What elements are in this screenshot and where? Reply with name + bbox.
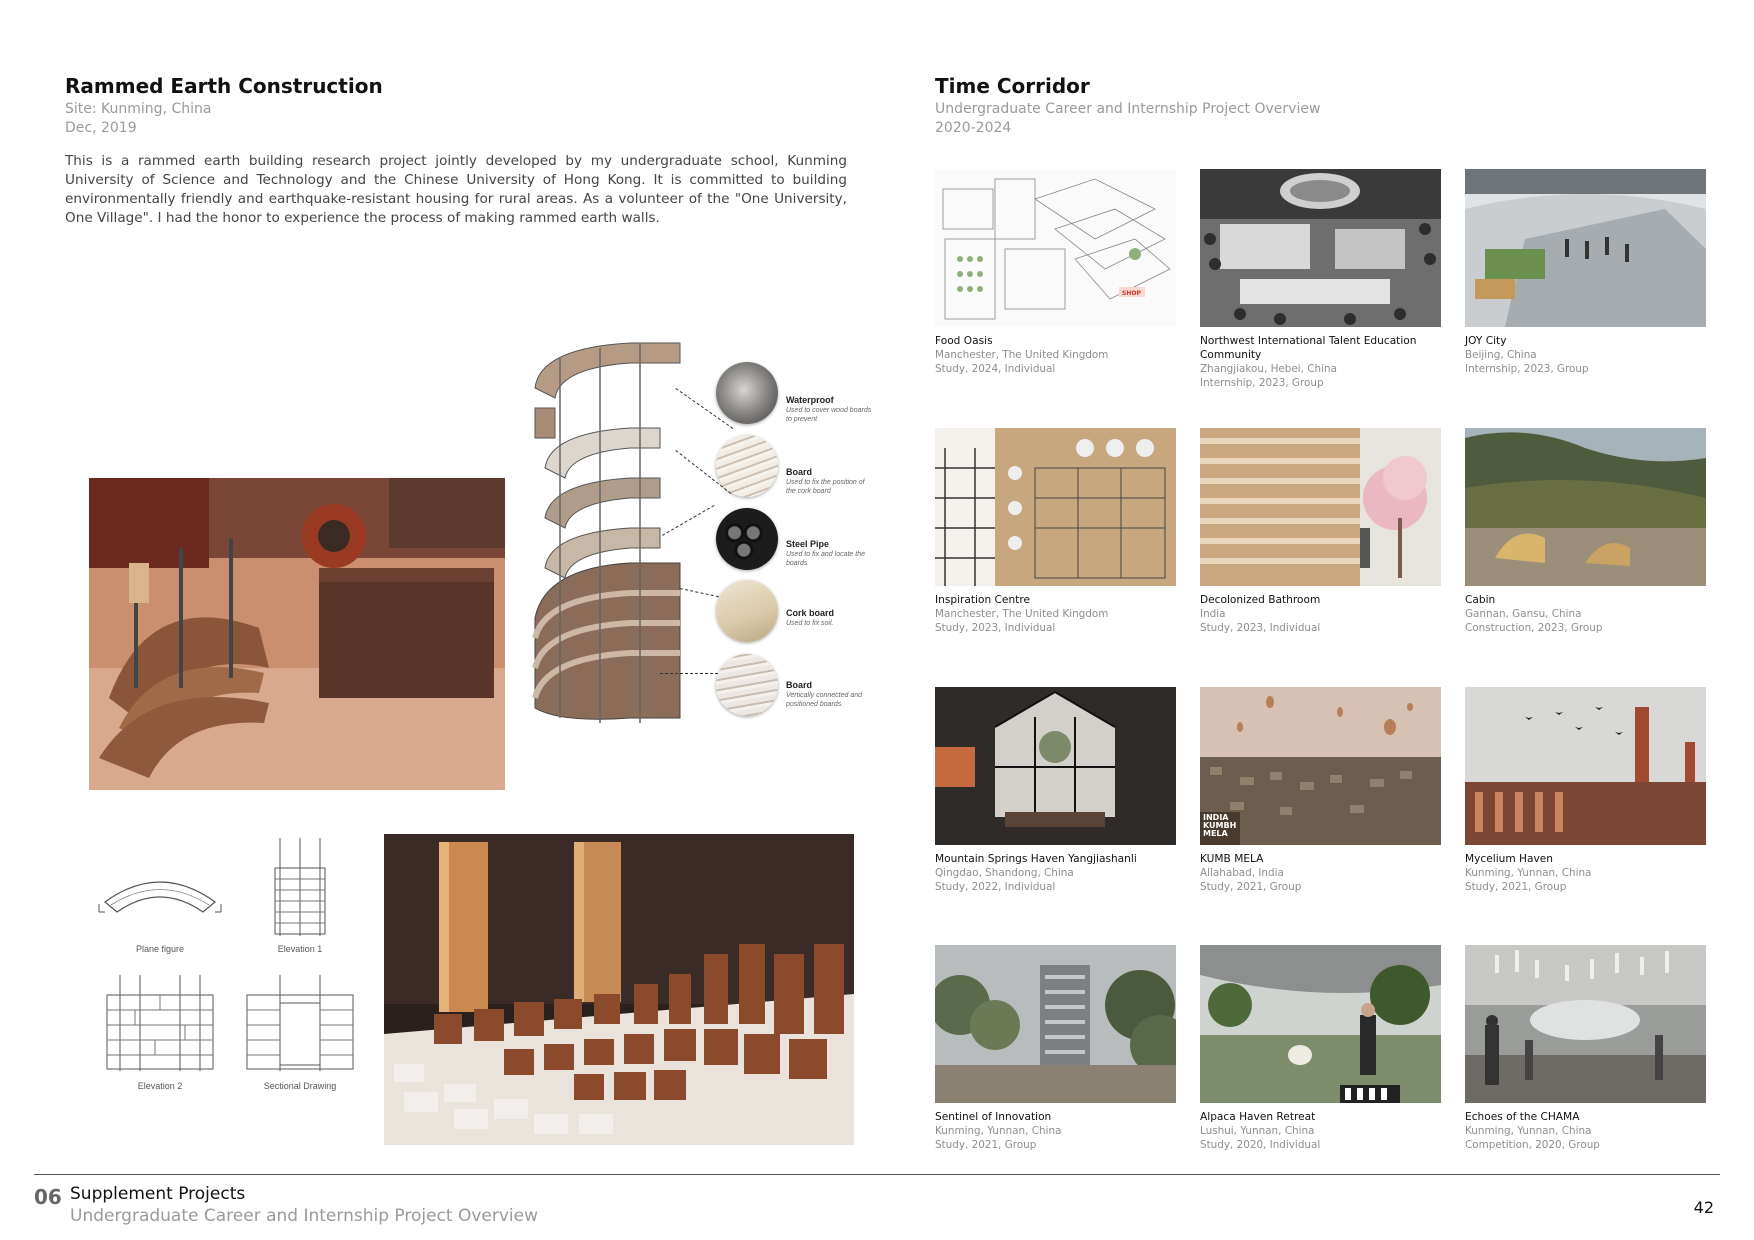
steel-pipe-material-swatch — [716, 508, 778, 570]
elevation-2-caption: Elevation 2 — [137, 1081, 183, 1091]
project-card[interactable] — [1200, 428, 1441, 635]
board-vertical-material-swatch — [716, 654, 778, 716]
project-info: Internship, 2023, Group — [1200, 377, 1324, 389]
project-location: Lushui, Yunnan, China — [1200, 1125, 1315, 1137]
legend-title: Board — [786, 467, 813, 477]
project-image — [1465, 945, 1706, 1103]
cork-board-material-swatch — [716, 580, 778, 642]
project-info: Study, 2020, Individual — [1200, 1139, 1321, 1151]
rammed-earth-models-photo — [384, 834, 854, 1145]
project-info: Study, 2021, Group — [935, 1139, 1037, 1151]
project-card[interactable] — [935, 945, 1176, 1152]
project-card[interactable] — [1465, 428, 1706, 635]
project-image — [1200, 169, 1441, 327]
project-name: Alpaca Haven Retreat — [1200, 1111, 1316, 1123]
project-location: Kunming, Yunnan, China — [1465, 867, 1592, 879]
right-title: Time Corridor — [935, 74, 1090, 98]
project-name: Mycelium Haven — [1465, 853, 1553, 865]
project-location: India — [1200, 608, 1226, 620]
legend-title: Steel Pipe — [786, 539, 830, 549]
project-name: KUMB MELA — [1200, 853, 1264, 865]
project-location: Beijing, China — [1465, 349, 1537, 361]
elevation-1-drawing — [270, 838, 330, 936]
project-info: Study, 2022, Individual — [935, 881, 1056, 893]
project-name: Northwest International Talent Education Community — [1200, 335, 1417, 361]
project-name: Sentinel of Innovation — [935, 1111, 1052, 1123]
shop-label: SHOP — [1122, 290, 1141, 297]
project-image — [1200, 945, 1441, 1103]
project-location: Allahabad, India — [1200, 867, 1284, 879]
project-name: Mountain Springs Haven Yangjiashanli — [935, 853, 1137, 865]
legend-title: Cork board — [786, 608, 835, 618]
right-subtitle: Undergraduate Career and Internship Project Overview — [935, 101, 1321, 117]
section-title: Supplement Projects — [70, 1184, 246, 1204]
project-info: Study, 2021, Group — [1200, 881, 1302, 893]
project-name: Echoes of the CHAMA — [1465, 1111, 1580, 1123]
project-name: Decolonized Bathroom — [1200, 594, 1321, 606]
elevation-1-caption: Elevation 1 — [277, 944, 323, 954]
project-image — [1200, 428, 1441, 586]
project-info: Internship, 2023, Group — [1465, 363, 1589, 375]
board-material-swatch — [716, 435, 778, 497]
project-info: Study, 2023, Individual — [935, 622, 1056, 634]
project-location: Gannan, Gansu, China — [1465, 608, 1582, 620]
project-name: JOY City — [1465, 335, 1507, 347]
left-description: This is a rammed earth building research project jointly developed by my undergraduate school, Kunming University of Science and Technology and the Chinese University of Hong Kong. It is committed to building environmentally friendly and earthquake-resistant housing for rural areas. As a volunteer of the "One University, One Village". I had the honor to experience the process of making rammed earth walls. — [65, 153, 847, 226]
left-title: Rammed Earth Construction — [65, 74, 383, 98]
project-image — [1200, 687, 1441, 845]
project-info: Competition, 2020, Group — [1465, 1139, 1600, 1151]
project-image — [935, 687, 1176, 845]
leader-line — [660, 673, 718, 674]
project-image — [935, 945, 1176, 1103]
project-name: Food Oasis — [935, 335, 993, 347]
project-card[interactable] — [1465, 945, 1706, 1152]
project-card[interactable] — [935, 687, 1176, 894]
legend-desc: Used to cover wood boards to prevent — [786, 407, 872, 423]
project-card[interactable] — [1465, 687, 1706, 894]
project-image — [1465, 687, 1706, 845]
project-card[interactable] — [935, 169, 1176, 376]
project-image — [1465, 428, 1706, 586]
project-image — [1465, 169, 1706, 327]
page-number: 42 — [1693, 1198, 1714, 1217]
project-card[interactable] — [1200, 945, 1441, 1152]
waterproof-material-swatch — [716, 362, 778, 424]
project-location: Qingdao, Shandong, China — [935, 867, 1074, 879]
left-date: Dec, 2019 — [65, 120, 137, 136]
right-years: 2020-2024 — [935, 120, 1012, 136]
project-name: Cabin — [1465, 594, 1496, 606]
legend-title: Waterproof — [786, 395, 834, 405]
project-image — [935, 169, 1176, 327]
project-info: Study, 2021, Group — [1465, 881, 1567, 893]
legend-desc: Used to fix and locate the boards — [786, 551, 865, 567]
left-site: Site: Kunming, China — [65, 101, 212, 117]
sectional-drawing-caption: Sectional Drawing — [263, 1081, 337, 1091]
project-card[interactable] — [1200, 687, 1441, 894]
project-location: Zhangjiakou, Hebei, China — [1200, 363, 1337, 375]
project-card[interactable] — [1200, 169, 1441, 390]
legend-desc: Used to fix soil. — [786, 620, 834, 627]
project-name: Inspiration Centre — [935, 594, 1030, 606]
legend-title: Board — [786, 680, 813, 690]
project-location: Manchester, The United Kingdom — [935, 608, 1109, 620]
legend-desc: Vertically connected and positioned boards. — [786, 692, 863, 708]
kumb-mela-overlay: INDIA KUMBH MELA — [1203, 813, 1237, 838]
footer-divider — [34, 1174, 1720, 1175]
section-subtitle: Undergraduate Career and Internship Project Overview — [70, 1206, 538, 1226]
plane-figure-drawing — [95, 872, 225, 932]
project-location: Kunming, Yunnan, China — [1465, 1125, 1592, 1137]
project-image — [935, 428, 1176, 586]
project-location: Kunming, Yunnan, China — [935, 1125, 1062, 1137]
elevation-2-drawing — [105, 975, 215, 1071]
project-info: Construction, 2023, Group — [1465, 622, 1603, 634]
section-number: 06 — [34, 1185, 62, 1209]
project-location: Manchester, The United Kingdom — [935, 349, 1109, 361]
project-card[interactable] — [935, 428, 1176, 635]
legend-desc: Used to fix the position of the cork board — [786, 479, 865, 495]
plane-figure-caption: Plane figure — [135, 944, 185, 954]
sectional-drawing — [245, 975, 355, 1071]
project-card[interactable] — [1465, 169, 1706, 376]
rammed-earth-site-photo — [89, 478, 505, 790]
project-info: Study, 2023, Individual — [1200, 622, 1321, 634]
project-info: Study, 2024, Individual — [935, 363, 1056, 375]
